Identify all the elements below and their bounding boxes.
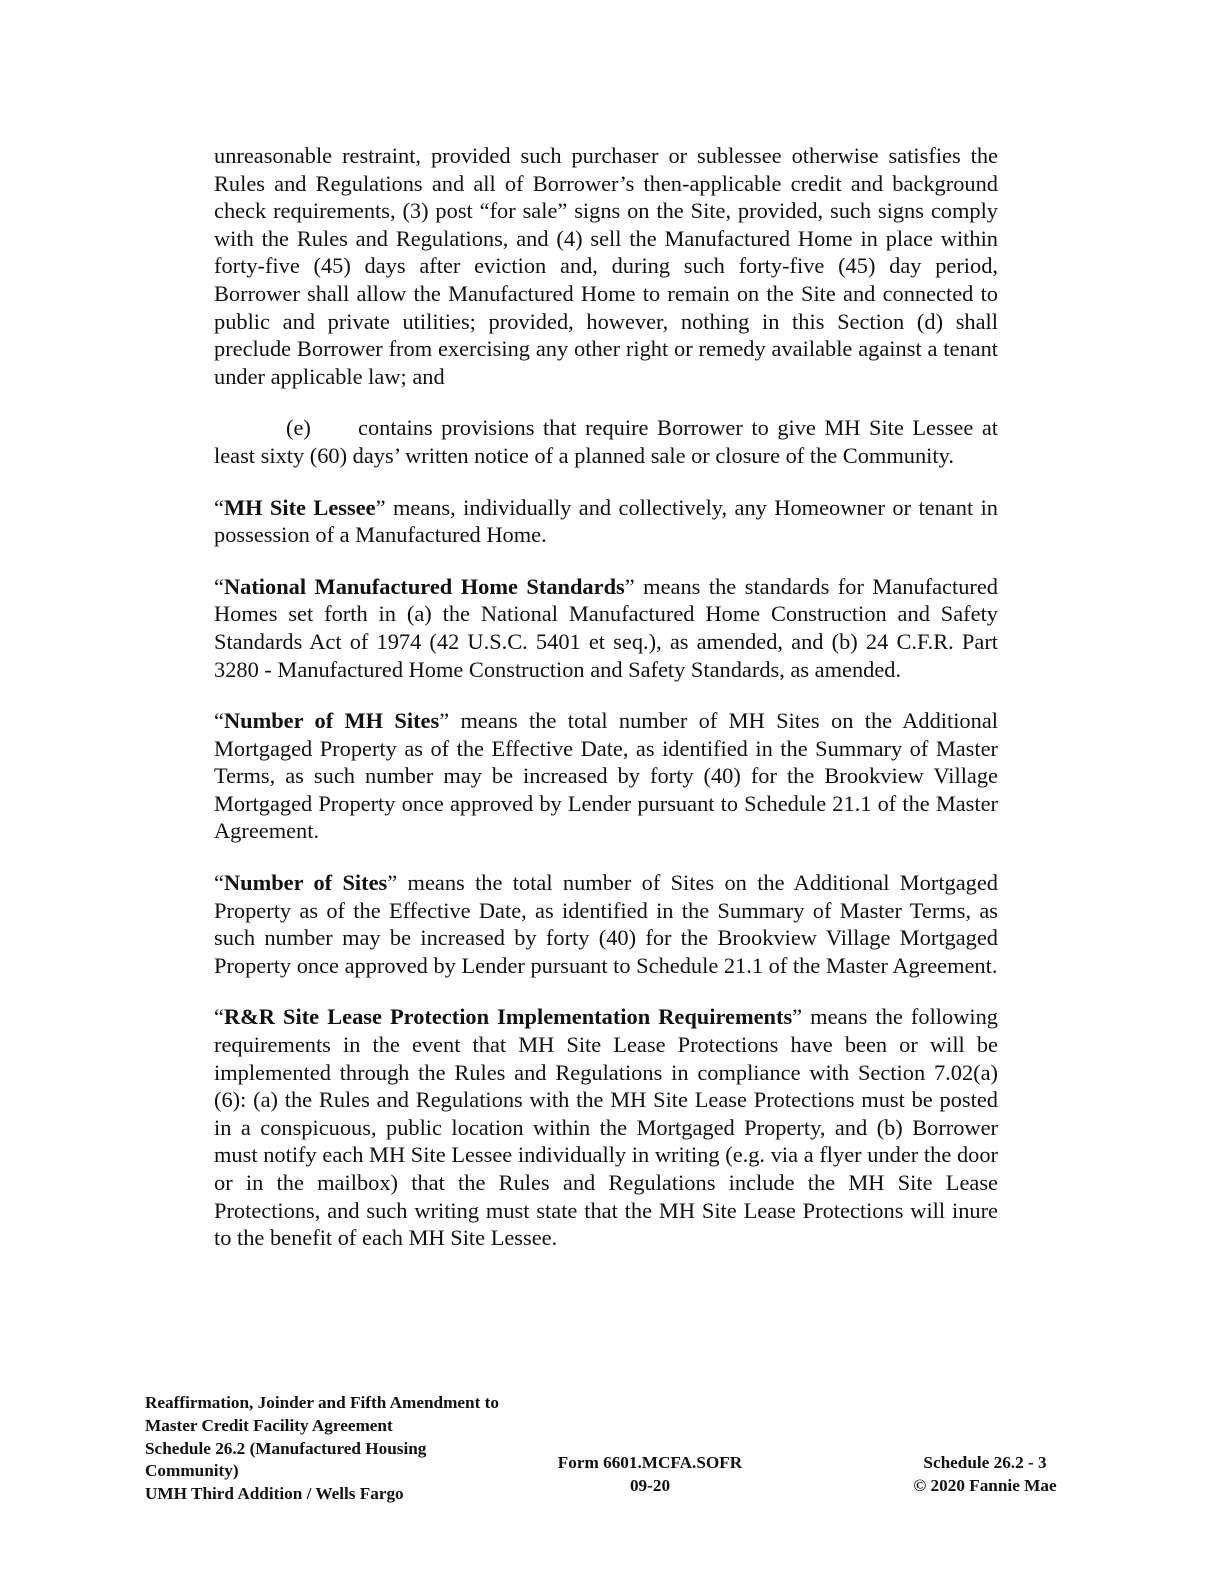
definition-text: ” means the total number of MH Sites on the Additional Mortgaged Property as of the Effective Date, as identified in the Summary of Master Terms, as such number may be increased by forty (40) for the Brookview Village Mortgaged Property once approved by Lender pursuant to Schedule 21.1 of the Master Agreement. — [214, 708, 998, 844]
definition-text: ” means the total number of Sites on the Additional Mortgaged Property as of the Effective Date, as identified in the Summary of Master Terms, as such number may be increased by forty (40) for the Brookview Village Mortgaged Property once approved by Lender pursuant to Schedule 21.1 of the Master Agreement. — [214, 870, 999, 978]
definition-number-of-sites: “Number of Sites” means the total number of Sites on the Additional Mortgaged Property as of the Effective Date, as identified in the Summary of Master Terms, as such number may be increased by forty (40) for the Brookview Village Mortgaged Property once approved by Lender pursuant to Schedule 21.1 of the Master Agreement. — [214, 870, 999, 978]
continuation-paragraph: unreasonable restraint, provided such purchaser or sublessee otherwise satisfies the Rules and Regulations and all of Borrower’s then-applicable credit and background check requirements, (3) post “for sale” signs on the Site, provided, such signs comply with the Rules and Regulations, and (4) sell the Manufactured Home in place within forty-five (45) days after eviction and, during such forty-five (45) day period, Borrower shall allow the Manufactured Home to remain on the Site and connected to public and private utilities; provided, however, nothing in this Section (d) shall preclude Borrower from exercising any other right or remedy available against a tenant under applicable law; and — [214, 143, 998, 389]
definition-term: National Manufactured Home Standards — [223, 573, 625, 599]
subsection-e — [214, 414, 998, 469]
definition-text: ” means the standards for Manufactured Homes set forth in (a) the National Manufactured Home Construction and Safety Standards Act of 1974 (42 U.S.C. 5401 et seq.), as amended, and (b) 24 C.F.R. Part 3280 - Manufactured Home Construction and Safety Standards, as amended. — [214, 573, 998, 682]
definition-term: MH Site Lessee — [223, 494, 376, 520]
subsection-label: (e) — [286, 415, 311, 441]
definition-term: Number of MH Sites — [223, 708, 440, 734]
footer-page-number: Schedule 26.2 - 3 © 2020 Fannie Mae — [913, 1453, 1057, 1495]
definition-rr-site-lease-protection: “R&R Site Lease Protection Implementation Requirements” means the following requirements in the event that MH Site Lease Protections have been or will be implemented through the Rules and Regulations in compliance with Section 7.02(a)(6): (a) the Rules and Regulations with the MH Site Lease Protections must be posted in a conspicuous, public location within the Mortgaged Property, and (b) Borrower must notify each MH Site Lessee individually in writing (e.g. via a flyer under the door or in the mailbox) that the Rules and Regulations include the MH Site Lease Protections, and such writing must state that the MH Site Lease Protections will inure to the benefit of each MH Site Lessee. — [214, 1004, 998, 1251]
footer-form-number: Form 6601.MCFA.SOFR 09-20 — [557, 1453, 743, 1495]
body-text — [214, 142, 998, 1276]
definition-term: R&R Site Lease Protection Implementation Requirements — [223, 1004, 793, 1030]
footer-document-title: Reaffirmation, Joinder and Fifth Amendment to Master Credit Facility Agreement Schedule 26.2 (Manufactured Housing Community) UMH Third Addition / Wells Fargo — [145, 1393, 499, 1504]
definition-mh-site-lessee: “MH Site Lessee” means, individually and collectively, any Homeowner or tenant in possession of a Manufactured Home. — [214, 494, 998, 548]
subsection-text: contains provisions that require Borrower to give MH Site Lessee at least sixty (60) days’ written notice of a planned sale or closure of the Community. — [214, 415, 998, 468]
definition-text: ” means, individually and collectively, any Homeowner or tenant in possession of a Manufactured Home. — [214, 494, 998, 548]
definition-term: Number of Sites — [223, 870, 388, 896]
definition-text: ” means the following requirements in the event that MH Site Lease Protections have been or will be implemented through the Rules and Regulations in compliance with Section 7.02(a)(6): (a) the Rules and Regulations with the MH Site Lease Protections must be posted in a conspicuous, public location within the Mortgaged Property, and (b) Borrower must notify each MH Site Lessee individually in writing (e.g. via a flyer under the door or in the mailbox) that the Rules and Regulations include the MH Site Lease Protections, and such writing must state that the MH Site Lease Protections will inure to the benefit of each MH Site Lessee. — [214, 1004, 998, 1251]
definition-number-of-mh-sites: “Number of MH Sites” means the total number of MH Sites on the Additional Mortgaged Property as of the Effective Date, as identified in the Summary of Master Terms, as such number may be increased by forty (40) for the Brookview Village Mortgaged Property once approved by Lender pursuant to Schedule 21.1 of the Master Agreement. — [214, 708, 998, 844]
definition-national-manufactured-home-standards: “National Manufactured Home Standards” means the standards for Manufactured Homes set forth in (a) the National Manufactured Home Construction and Safety Standards Act of 1974 (42 U.S.C. 5401 et seq.), as amended, and (b) 24 C.F.R. Part 3280 - Manufactured Home Construction and Safety Standards, as amended. — [214, 573, 998, 682]
